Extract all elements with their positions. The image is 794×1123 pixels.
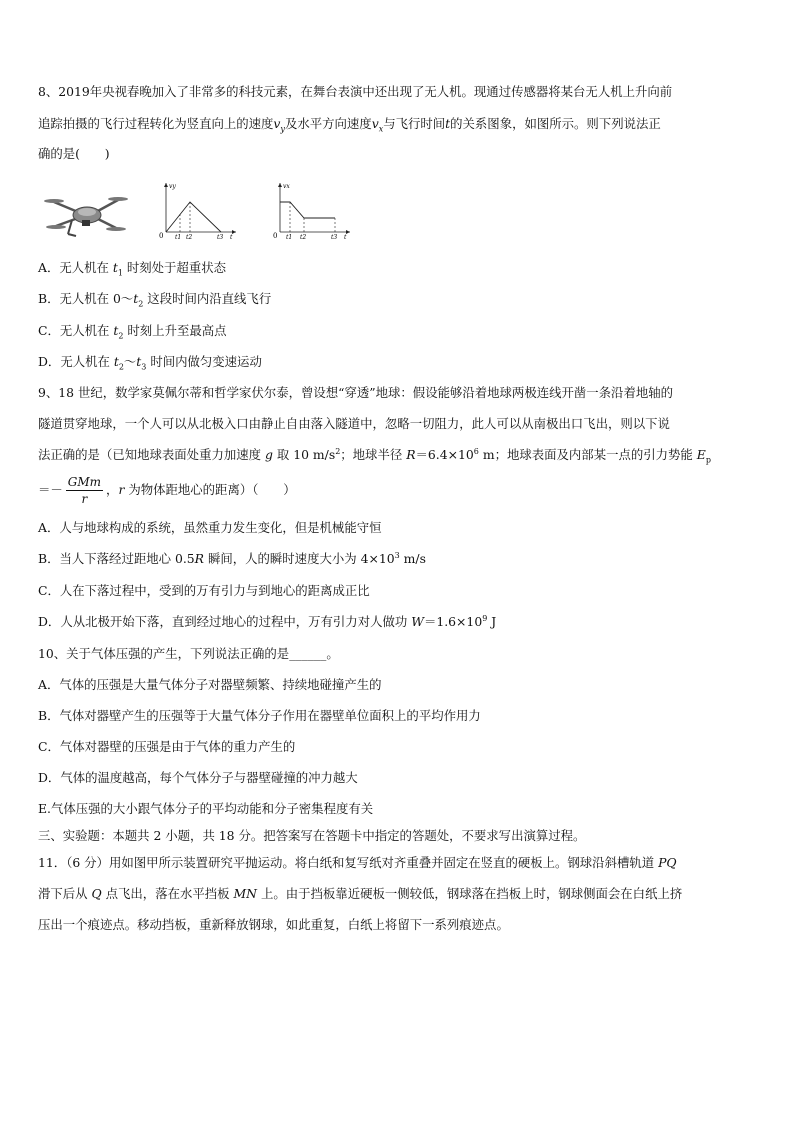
q9-opt-text: m/s [399, 551, 426, 566]
q8-text: 确的是( ) [38, 146, 110, 161]
q9-option-b [38, 551, 426, 567]
q8-opt-sub: 2 [118, 362, 124, 372]
q10-option-c [38, 739, 295, 755]
q9-text: ＝6.4×10 [415, 447, 474, 462]
q8-option-c [38, 323, 227, 339]
q9-sup: 2 [335, 446, 341, 456]
q9-stem-line3 [38, 447, 711, 463]
q9-opt-text: J [487, 614, 497, 629]
q8-var-vx: v [371, 116, 379, 131]
graph1-t3: t3 [217, 234, 224, 241]
graph1-vy-line [166, 202, 221, 232]
q8-opt-sub: 2 [118, 331, 124, 341]
q8-opt-sub: 1 [117, 268, 123, 278]
q8-opt-sub: 2 [138, 299, 144, 309]
q8-opt-text: D．无人机在 [38, 354, 114, 369]
q8-text: 8、2019年央视春晚加入了非常多的科技元素，在舞台表演中还出现了无人机。现通过传感器将某台无人机上升向前 [38, 84, 673, 99]
q11-var-MN: MN [233, 886, 258, 901]
fraction-numerator: GMm [67, 475, 102, 489]
graph2-t3: t3 [331, 234, 338, 241]
q10-opt-text: B．气体对器壁产生的压强等于大量气体分子作用在器壁单位面积上的平均作用力 [38, 708, 481, 723]
q8-opt-var: t [112, 260, 118, 275]
q9-opt-text: B．当人下落经过距地心 0.5 [38, 551, 195, 566]
drone-image [44, 190, 128, 242]
q8-var-t: t [445, 116, 451, 131]
q10-option-e [38, 801, 373, 817]
q8-opt-text: A．无人机在 [38, 260, 113, 275]
q11-text: 11．（6 分）用如图甲所示装置研究平抛运动。将白纸和复写纸对齐重叠并固定在竖直的硬板上。钢球沿斜槽轨道 [38, 855, 659, 870]
q8-opt-text: 时间内做匀变速运动 [146, 354, 262, 369]
q9-opt-text: 瞬间，人的瞬时速度大小为 4×10 [204, 551, 395, 566]
q9-text: 隧道贯穿地球，一个人可以从北极入口由静止自由落入隧道中，忽略一切阻力，此人可以从南极出口飞出，则以下说 [38, 416, 670, 431]
q9-var-E: E [696, 447, 706, 462]
graph2-t2: t2 [300, 234, 307, 241]
q9-text: ， [106, 482, 119, 497]
q9-opt-text: C．人在下落过程中，受到的万有引力与到地心的距离成正比 [38, 583, 370, 598]
q11-var-Q: Q [91, 886, 102, 901]
graph1-t2: t2 [186, 234, 193, 241]
q8-opt-var: t [113, 323, 119, 338]
q10-opt-text: D．气体的温度越高，每个气体分子与器壁碰撞的冲力越大 [38, 770, 358, 785]
q8-stem-line1 [38, 84, 672, 100]
section-text: 三、实验题：本题共 2 小题，共 18 分。把答案写在答题卡中指定的答题处，不要求写出演算过程。 [38, 828, 586, 843]
q9-opt-sup: 9 [482, 613, 488, 623]
graph2-vx-line [280, 202, 335, 218]
q8-option-d [38, 354, 262, 370]
graph1-t: t [230, 234, 233, 241]
q9-stem-line4 [38, 474, 296, 507]
graph2-ylabel: vx [283, 183, 290, 190]
q9-sup: 6 [473, 446, 479, 456]
q8-opt-text: 时刻上升至最高点 [123, 323, 227, 338]
fraction-denominator: r [81, 492, 88, 506]
q8-text: 的关系图象，如图所示。则下列说法正 [450, 116, 661, 131]
q11-stem-line1 [38, 855, 677, 871]
q9-opt-var: R [194, 551, 204, 566]
q8-opt-text: 这段时间内沿直线飞行 [143, 291, 272, 306]
q9-var-g: g [264, 447, 273, 462]
q9-var-r: r [118, 482, 125, 497]
q10-option-b [38, 708, 481, 724]
q9-text: 为物体距地心的距离）（ ） [124, 482, 296, 497]
q9-sub: p [705, 455, 711, 465]
graph1-ylabel: vy [169, 183, 176, 190]
q10-opt-text: E.气体压强的大小跟气体分子的平均动能和分子密集程度有关 [38, 801, 374, 816]
q8-option-a [38, 260, 226, 276]
q9-text: 取 10 m/s [272, 447, 336, 462]
graph1-t1: t1 [175, 234, 182, 241]
q9-stem-line1 [38, 385, 673, 401]
potential-energy-fraction [66, 474, 103, 507]
q8-opt-var: t [113, 354, 119, 369]
vx-t-graph [270, 180, 354, 242]
q8-opt-text: 时刻处于超重状态 [122, 260, 226, 275]
q9-text: 9、18 世纪，数学家莫佩尔蒂和哲学家伏尔泰，曾设想“穿透”地球：假设能够沿着地球两极连线开凿一条沿着地轴的 [38, 385, 674, 400]
q9-option-c [38, 583, 370, 599]
q10-stem [38, 646, 339, 662]
q8-opt-var: t [133, 291, 139, 306]
graph2-origin: 0 [273, 232, 278, 240]
q11-stem-line3 [38, 917, 509, 933]
q9-opt-sup: 3 [394, 550, 400, 560]
q11-text: 上。由于挡板靠近硬板一侧较低，钢球落在挡板上时，钢球侧面会在白纸上挤 [257, 886, 683, 901]
q8-var-vy: v [273, 116, 281, 131]
q11-stem-line2 [38, 886, 682, 902]
q8-text: 及水平方向速度 [284, 116, 372, 131]
q8-opt-text: B．无人机在 0～ [38, 291, 134, 306]
q8-opt-text: C．无人机在 [38, 323, 114, 338]
q9-option-d [38, 614, 496, 630]
graph2-t1: t1 [286, 234, 293, 241]
q9-option-a [38, 520, 382, 536]
q11-text: 压出一个痕迹点。移动挡板，重新释放钢球，如此重复，白纸上将留下一系列痕迹点。 [38, 917, 509, 932]
q8-var-vx-sub: x [378, 124, 384, 134]
q9-opt-text: D．人从北极开始下落，直到经过地心的过程中，万有引力对人做功 [38, 614, 412, 629]
q9-stem-line2 [38, 416, 670, 432]
q11-var-PQ: PQ [658, 855, 677, 870]
q10-text: 10、关于气体压强的产生，下列说法正确的是______。 [38, 646, 339, 661]
vy-t-graph [156, 180, 240, 242]
q9-text: 法正确的是（已知地球表面处重力加速度 [38, 447, 265, 462]
q9-var-R: R [406, 447, 416, 462]
q9-text: ；地球半径 [340, 447, 407, 462]
q9-text: m；地球表面及内部某一点的引力势能 [478, 447, 697, 462]
q8-opt-text: ～ [123, 354, 137, 369]
q8-var-vy-sub: y [280, 124, 285, 134]
q8-opt-sub: 3 [141, 362, 147, 372]
q10-option-d [38, 770, 358, 786]
q9-opt-text: A．人与地球构成的系统，虽然重力发生变化，但是机械能守恒 [38, 520, 382, 535]
q11-text: 滑下后从 [38, 886, 92, 901]
q9-opt-text: ＝1.6×10 [423, 614, 483, 629]
q10-opt-text: C．气体对器壁的压强是由于气体的重力产生的 [38, 739, 296, 754]
q8-option-b [38, 291, 271, 307]
section-heading [38, 828, 585, 844]
graph2-t: t [344, 234, 347, 241]
q10-opt-text: A．气体的压强是大量气体分子对器壁频繁、持续地碰撞产生的 [38, 677, 382, 692]
q8-opt-var: t [136, 354, 142, 369]
graph1-origin: 0 [159, 232, 164, 240]
q11-text: 点飞出，落在水平挡板 [101, 886, 234, 901]
q8-stem-line3 [38, 146, 110, 162]
q8-text: 与飞行时间 [383, 116, 446, 131]
q8-text: 追踪拍摄的飞行过程转化为竖直向上的速度 [38, 116, 274, 131]
q8-stem-line2 [38, 116, 661, 132]
q9-opt-var: W [411, 614, 424, 629]
q9-text: ＝－ [38, 482, 63, 497]
q10-option-a [38, 677, 382, 693]
